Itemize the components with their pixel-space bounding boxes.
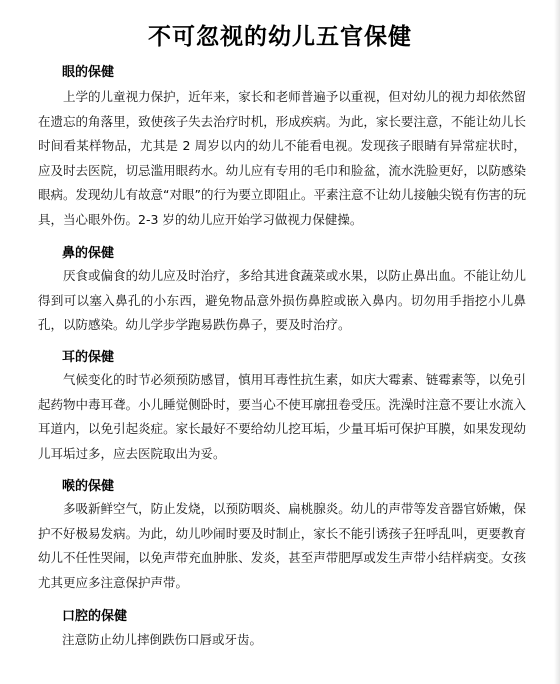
section-heading-mouth: 口腔的保健 (62, 609, 128, 624)
section-body-mouth: 注意防止幼儿摔倒跌伤口唇或牙齿。 (62, 632, 263, 647)
section-body-throat: 多吸新鲜空气，防止发烧，以预防咽炎、扁桃腺炎。幼儿的声带等发音器官娇嫩，保护不好极易发病。为此，幼儿吵闹时要及时制止，家长不能引诱孩子狂呼乱叫，更要教育幼儿不任性哭闹，以免声带充血肿胀、发炎，甚至声带肥厚或发生声带小结样病变。女孩尤其更应多注意保护声带。 (38, 501, 526, 590)
section-body-eye: 上学的儿童视力保护，近年来，家长和老师普遍予以重视，但对幼儿的视力却依然留在遗忘的角落里，致使孩子失去治疗时机，形成疾病。为此，家长要注意，不能让幼儿长时间看某样物品，尤其是 2 周岁以内的幼儿不能看电视。发现孩子眼睛有异常症状时，应及时去医院，切忌滥用眼药水。幼儿应有专用的毛巾和脸盆，流水洗脸更好，以防感染眼病。发现幼儿有故意“对眼”的行为要立即阻止。平素注意不让幼儿接触尖锐有伤害的玩具，当心眼外伤。2-3 岁的幼儿应开始学习做视力保健操。 (38, 89, 526, 227)
section-body-ear: 气候变化的时节必须预防感冒，慎用耳毒性抗生素，如庆大霉素、链霉素等，以免引起药物中毒耳聋。小儿睡觉侧卧时，要当心不使耳廓扭卷受压。洗澡时注意不要让水流入耳道内，以免引起炎症。家长最好不要给幼儿挖耳垢，少量耳垢可保护耳膜，如果发现幼儿耳垢过多，应去医院取出为妥。 (38, 372, 526, 461)
section-body-nose: 厌食或偏食的幼儿应及时治疗，多给其进食蔬菜或水果，以防止鼻出血。不能让幼儿得到可以塞入鼻孔的小东西，避免物品意外损伤鼻腔或嵌入鼻内。切勿用手指挖小儿鼻孔，以防感染。幼儿学步学跑易跌伤鼻子，要及时治疗。 (38, 268, 526, 332)
section-heading-nose: 鼻的保健 (62, 246, 115, 261)
section-heading-throat: 喉的保健 (62, 479, 115, 494)
page-title: 不可忽视的幼儿五官保健 (148, 23, 412, 50)
section-heading-eye: 眼的保健 (62, 65, 115, 80)
page-edge-shadow (554, 0, 560, 684)
section-heading-ear: 耳的保健 (62, 350, 115, 365)
